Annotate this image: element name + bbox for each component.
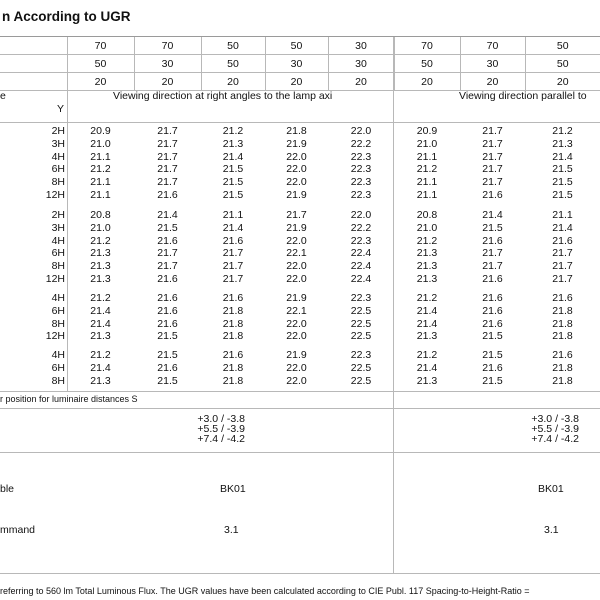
ugr-value-cell: 21.6: [482, 188, 503, 201]
ugr-value-cell: 21.6: [482, 317, 503, 330]
ugr-value-cell: 21.6: [552, 234, 573, 247]
ugr-value-cell: 21.4: [552, 221, 573, 234]
reflectance-cell: 50: [201, 37, 265, 55]
ugr-value-cell: 21.6: [157, 272, 178, 285]
reflectance-cell: 70: [67, 37, 134, 55]
ugr-value-cell: 21.5: [482, 221, 503, 234]
ugr-value-cell: 21.8: [552, 361, 573, 374]
ugr-value-cell: 21.7: [552, 247, 573, 260]
ugr-value-cell: 21.7: [157, 125, 178, 137]
ugr-value-cell: 22.3: [350, 163, 372, 176]
ugr-value-cell: 21.7: [482, 260, 503, 273]
ugr-value-cell: 21.1: [416, 150, 438, 163]
reflectance-cell: 50: [265, 37, 328, 55]
row-label: 3H: [51, 137, 65, 150]
ugr-group-3: [0, 292, 600, 343]
variation-value: +7.4 / -4.2: [197, 433, 245, 445]
ugr-value-cell: 21.7: [157, 260, 178, 273]
ugr-value-cell: 21.6: [552, 349, 573, 361]
ugr-value-cell: 21.5: [482, 374, 503, 387]
ugr-value-cell: 21.5: [157, 330, 178, 343]
ugr-value-cell: 21.7: [157, 150, 178, 163]
ugr-value-cell: 21.4: [90, 304, 111, 317]
ugr-value-cell: 21.6: [157, 317, 178, 330]
reflectance-cell: 50: [67, 55, 134, 73]
ugr-row: [0, 176, 600, 189]
ugr-value-cell: 22.0: [286, 234, 307, 247]
ugr-value-cell: 21.6: [482, 234, 503, 247]
ugr-row: [0, 330, 600, 343]
ugr-row: [0, 235, 600, 248]
group-rows: [0, 349, 600, 387]
ugr-value-cell: 21.6: [222, 349, 244, 361]
correction-summand-value-right: 3.1: [544, 524, 559, 536]
ugr-row: [0, 318, 600, 331]
footer-note: referring to 560 lm Total Luminous Flux. The UGR values have been calculated according to CIE Publ. 117 Spacing-to-Height-Ratio =: [0, 586, 530, 596]
group-rows: [0, 292, 600, 343]
ugr-value-cell: 22.0: [286, 260, 307, 273]
ugr-row: [0, 138, 600, 151]
divider: [0, 573, 600, 574]
ugr-value-cell: 22.0: [350, 209, 372, 221]
ugr-value-cell: 21.2: [90, 292, 111, 304]
ugr-value-cell: 21.5: [222, 188, 244, 201]
ugr-value-cell: 20.8: [90, 209, 111, 221]
ugr-value-cell: 21.5: [157, 374, 178, 387]
ugr-value-cell: 21.2: [416, 349, 438, 361]
ugr-value-cell: 21.7: [482, 163, 503, 176]
variation-value: +5.5 / -3.9: [197, 423, 245, 435]
ugr-value-cell: 21.7: [552, 260, 573, 273]
ugr-value-cell: 21.5: [552, 163, 573, 176]
ugr-row: [0, 247, 600, 260]
ugr-value-cell: 22.0: [286, 163, 307, 176]
ugr-value-cell: 21.0: [90, 221, 111, 234]
ugr-value-cell: 21.2: [90, 349, 111, 361]
ugr-value-cell: 21.0: [416, 221, 438, 234]
ugr-value-cell: 21.6: [157, 304, 178, 317]
ugr-value-cell: 21.4: [90, 317, 111, 330]
viewing-direction-header: [0, 87, 600, 123]
ugr-value-cell: 21.6: [482, 272, 503, 285]
ugr-value-cell: 21.9: [286, 221, 307, 234]
ugr-value-cell: 21.5: [222, 163, 244, 176]
ugr-value-cell: 21.7: [157, 247, 178, 260]
title-bar: [0, 0, 600, 37]
ugr-value-cell: 22.5: [350, 361, 372, 374]
divider: [0, 408, 600, 409]
ugr-value-cell: 21.6: [552, 292, 573, 304]
row-label: 6H: [51, 361, 65, 374]
ugr-value-cell: 21.5: [222, 176, 244, 189]
ugr-value-cell: 22.0: [286, 374, 307, 387]
variation-value: +5.5 / -3.9: [531, 423, 579, 435]
ugr-value-cell: 21.5: [157, 349, 178, 361]
correction-summand-label: mmand: [0, 524, 36, 536]
ugr-value-cell: 21.8: [222, 330, 244, 343]
ugr-value-cell: 21.4: [416, 317, 438, 330]
ugr-value-cell: 21.7: [482, 247, 503, 260]
variation-left: [190, 414, 245, 444]
header-left-y: Y: [57, 103, 65, 115]
ugr-value-cell: 21.4: [552, 150, 573, 163]
row-label: 2H: [51, 125, 65, 137]
ugr-value-cell: 22.0: [286, 330, 307, 343]
ugr-value-cell: 21.3: [90, 260, 111, 273]
ugr-value-cell: 21.3: [552, 137, 573, 150]
ugr-value-cell: 21.8: [552, 304, 573, 317]
ugr-value-cell: 22.5: [350, 317, 372, 330]
observer-position-note: r position for luminaire distances S: [0, 394, 138, 404]
ugr-value-cell: 21.8: [222, 361, 244, 374]
ugr-value-cell: 21.7: [482, 176, 503, 189]
row-label: 4H: [51, 150, 65, 163]
variation-value: +7.4 / -4.2: [531, 433, 579, 445]
ugr-value-cell: 21.6: [157, 361, 178, 374]
ugr-value-cell: 22.0: [286, 150, 307, 163]
ugr-group-1: [0, 125, 600, 202]
ugr-value-cell: 21.7: [482, 137, 503, 150]
ugr-value-cell: 21.4: [416, 361, 438, 374]
divider: [0, 391, 600, 392]
ugr-value-cell: 20.8: [416, 209, 438, 221]
header-left-e: e: [0, 90, 6, 102]
ugr-value-cell: 21.4: [157, 209, 178, 221]
ugr-value-cell: 21.6: [482, 304, 503, 317]
ugr-row: [0, 305, 600, 318]
ugr-value-cell: 21.8: [222, 374, 244, 387]
ugr-row: [0, 151, 600, 164]
ugr-row: [0, 260, 600, 273]
ugr-value-cell: 20.9: [90, 125, 111, 137]
ugr-value-cell: 21.3: [222, 137, 244, 150]
ugr-value-cell: 21.0: [416, 137, 438, 150]
ugr-value-cell: 21.6: [222, 292, 244, 304]
ugr-row: [0, 375, 600, 388]
ugr-value-cell: 21.7: [222, 247, 244, 260]
reflectance-cell: 20: [67, 73, 134, 91]
ugr-value-cell: 21.7: [157, 176, 178, 189]
direction-parallel-label: Viewing direction parallel to: [459, 90, 587, 102]
ugr-value-cell: 22.3: [350, 176, 372, 189]
row-label: 6H: [51, 163, 65, 176]
ugr-value-cell: 21.9: [286, 188, 307, 201]
ugr-value-cell: 21.7: [286, 209, 307, 221]
ugr-value-cell: 22.3: [350, 292, 372, 304]
ugr-value-cell: 21.2: [416, 163, 438, 176]
row-label: 12H: [45, 272, 65, 285]
ugr-row: [0, 189, 600, 202]
ugr-row: [0, 273, 600, 286]
ugr-value-cell: 21.1: [90, 188, 111, 201]
variation-value: +3.0 / -3.8: [531, 413, 579, 425]
reflectance-cell: 30: [328, 37, 394, 55]
ugr-value-cell: 21.2: [416, 234, 438, 247]
reflectance-row: [0, 55, 600, 73]
ugr-value-cell: 21.9: [286, 292, 307, 304]
reflectance-cell: 20: [460, 73, 525, 91]
reflectance-cell: 20: [265, 73, 328, 91]
ugr-value-cell: 21.4: [416, 304, 438, 317]
ugr-value-cell: 21.6: [157, 188, 178, 201]
ugr-value-cell: 21.5: [482, 349, 503, 361]
reflectance-cell: 20: [525, 73, 600, 91]
row-label: 8H: [51, 374, 65, 387]
row-label: 6H: [51, 304, 65, 317]
ugr-value-cell: 22.3: [350, 349, 372, 361]
ugr-value-cell: 21.1: [90, 176, 111, 189]
reflectance-cell: 30: [134, 55, 201, 73]
ugr-value-cell: 21.3: [416, 330, 438, 343]
ugr-value-cell: 21.7: [552, 272, 573, 285]
ugr-value-cell: 21.2: [90, 234, 111, 247]
standard-table-value-right: BK01: [538, 483, 564, 495]
row-label: 12H: [45, 330, 65, 343]
variation-value: +3.0 / -3.8: [197, 413, 245, 425]
row-label: 8H: [51, 260, 65, 273]
reflectance-rows: [0, 37, 600, 91]
ugr-value-cell: 22.0: [286, 272, 307, 285]
ugr-value-cell: 21.2: [222, 125, 244, 137]
ugr-value-cell: 21.6: [482, 361, 503, 374]
direction-right-angles-label: Viewing direction at right angles to the lamp axi: [113, 90, 333, 102]
ugr-value-cell: 20.9: [416, 125, 438, 137]
row-label: 4H: [51, 292, 65, 304]
row-label: 2H: [51, 209, 65, 221]
ugr-value-cell: 22.5: [350, 304, 372, 317]
reflectance-cell: 20: [394, 73, 460, 91]
ugr-value-cell: 21.3: [416, 272, 438, 285]
reflectance-cell: 50: [525, 37, 600, 55]
ugr-value-cell: 21.0: [90, 137, 111, 150]
ugr-value-cell: 21.6: [482, 292, 503, 304]
ugr-value-cell: 21.1: [90, 150, 111, 163]
reflectance-cell: 50: [394, 55, 460, 73]
ugr-value-cell: 22.3: [350, 188, 372, 201]
ugr-row: [0, 163, 600, 176]
standard-table-label: ble: [0, 483, 15, 495]
ugr-value-cell: 21.6: [157, 292, 178, 304]
row-label: 12H: [45, 188, 65, 201]
ugr-value-cell: 21.8: [222, 304, 244, 317]
ugr-value-cell: 21.4: [482, 209, 503, 221]
ugr-value-cell: 21.9: [286, 349, 307, 361]
ugr-value-cell: 22.5: [350, 330, 372, 343]
ugr-value-cell: 21.3: [90, 330, 111, 343]
reflectance-cell: 20: [134, 73, 201, 91]
ugr-value-cell: 21.6: [222, 234, 244, 247]
ugr-value-cell: 21.3: [416, 374, 438, 387]
ugr-value-cell: 21.7: [482, 150, 503, 163]
ugr-value-cell: 22.0: [286, 176, 307, 189]
ugr-group-2: [0, 209, 600, 286]
reflectance-header: [0, 37, 600, 91]
ugr-value-cell: 21.7: [482, 125, 503, 137]
ugr-value-cell: 22.4: [350, 272, 372, 285]
reflectance-cell: 30: [265, 55, 328, 73]
ugr-value-cell: 21.8: [552, 317, 573, 330]
ugr-value-cell: 21.2: [90, 163, 111, 176]
reflectance-cell: 30: [328, 55, 394, 73]
reflectance-cell: 70: [460, 37, 525, 55]
ugr-value-cell: 22.4: [350, 247, 372, 260]
ugr-value-cell: 22.3: [350, 234, 372, 247]
ugr-row: [0, 349, 600, 362]
reflectance-cell: 20: [201, 73, 265, 91]
ugr-value-cell: 21.5: [482, 330, 503, 343]
ugr-value-cell: 21.1: [552, 209, 573, 221]
row-label: 4H: [51, 234, 65, 247]
ugr-value-cell: 22.2: [350, 221, 372, 234]
ugr-value-cell: 21.3: [90, 272, 111, 285]
ugr-value-cell: 21.7: [157, 137, 178, 150]
ugr-value-cell: 21.8: [552, 374, 573, 387]
ugr-value-cell: 21.7: [222, 260, 244, 273]
ugr-value-cell: 22.1: [286, 304, 307, 317]
row-label: 8H: [51, 176, 65, 189]
ugr-value-cell: 21.3: [416, 247, 438, 260]
ugr-value-cell: 21.2: [416, 292, 438, 304]
row-label: 3H: [51, 221, 65, 234]
group-rows: [0, 209, 600, 286]
correction-summand-value-left: 3.1: [224, 524, 239, 536]
ugr-value-cell: 21.9: [286, 137, 307, 150]
ugr-value-cell: 21.1: [222, 209, 244, 221]
standard-table-value-left: BK01: [220, 483, 246, 495]
reflectance-cell: 70: [134, 37, 201, 55]
reflectance-cell: 50: [201, 55, 265, 73]
ugr-value-cell: 22.0: [286, 361, 307, 374]
page-title: n According to UGR: [2, 9, 131, 24]
divider: [0, 452, 600, 453]
reflectance-cell: 50: [525, 55, 600, 73]
ugr-value-cell: 22.2: [350, 137, 372, 150]
ugr-value-cell: 22.0: [286, 317, 307, 330]
ugr-value-cell: 21.5: [552, 176, 573, 189]
reflectance-cell: 20: [328, 73, 394, 91]
row-label: 4H: [51, 349, 65, 361]
group-rows: [0, 125, 600, 202]
ugr-value-cell: 21.4: [222, 150, 244, 163]
reflectance-cell: 30: [460, 55, 525, 73]
ugr-row: [0, 125, 600, 138]
ugr-value-cell: 22.0: [350, 125, 372, 137]
ugr-value-cell: 21.3: [416, 260, 438, 273]
ugr-value-cell: 21.1: [416, 188, 438, 201]
ugr-value-cell: 21.1: [416, 176, 438, 189]
ugr-value-cell: 21.3: [90, 247, 111, 260]
reflectance-cell: 70: [394, 37, 460, 55]
ugr-value-cell: 21.7: [222, 272, 244, 285]
reflectance-row: [0, 37, 600, 55]
row-label: 6H: [51, 247, 65, 260]
ugr-value-cell: 22.5: [350, 374, 372, 387]
ugr-value-cell: 21.6: [157, 234, 178, 247]
ugr-value-cell: 22.4: [350, 260, 372, 273]
ugr-value-cell: 21.4: [222, 221, 244, 234]
ugr-value-cell: 22.3: [350, 150, 372, 163]
ugr-value-cell: 21.4: [90, 361, 111, 374]
ugr-value-cell: 21.8: [552, 330, 573, 343]
ugr-value-cell: 21.7: [157, 163, 178, 176]
ugr-value-cell: 21.2: [552, 125, 573, 137]
ugr-value-cell: 21.5: [552, 188, 573, 201]
ugr-value-cell: 21.8: [222, 317, 244, 330]
ugr-value-cell: 21.5: [157, 221, 178, 234]
ugr-row: [0, 362, 600, 375]
ugr-row: [0, 209, 600, 222]
ugr-value-cell: 22.1: [286, 247, 307, 260]
ugr-row: [0, 222, 600, 235]
ugr-group-4: [0, 349, 600, 387]
ugr-value-cell: 21.3: [90, 374, 111, 387]
ugr-value-cell: 21.8: [286, 125, 307, 137]
ugr-row: [0, 292, 600, 305]
variation-right: [524, 414, 579, 444]
row-label: 8H: [51, 317, 65, 330]
